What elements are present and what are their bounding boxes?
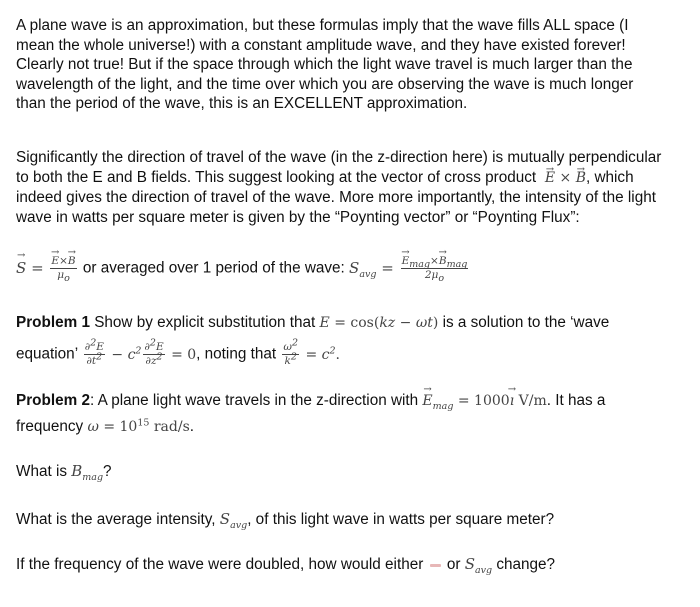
text-line: wavelength of the light, and the time over which you are observing the wave is much longer: [16, 75, 634, 93]
wave-solution-formula: E = cos(kz − ωt): [319, 315, 439, 331]
problem1-line1: [16, 314, 609, 332]
text-segment: or: [446, 556, 461, 573]
text-line: [16, 168, 661, 189]
formula-connector-text: or averaged over 1 period of the wave:: [82, 259, 345, 277]
text-line: Significantly the direction of travel of the wave (in the z-direction here) is mutually perpendicular: [16, 149, 662, 166]
poynting-paragraph: [16, 148, 661, 227]
wave-equation-formula: $\frac{\partial^2E}{\partial t^2}$ − $c^2$ $\frac{\partial^2E}{\partial z^2}$ = 0: [84, 337, 197, 367]
text-segment: , which: [585, 168, 634, 186]
text-segment: . It has a: [546, 392, 606, 409]
text-segment: to both the E and B fields. This suggest looking at the vector of cross product: [16, 168, 537, 186]
text-segment: frequency: [16, 418, 84, 435]
savg-symbol: $S_{avg}$: [219, 510, 248, 531]
intro-paragraph: [16, 16, 633, 114]
problem2-line2: [16, 418, 194, 436]
savg-symbol: $S_{avg}$: [464, 555, 493, 576]
cross-product-formula: → E × → B: [540, 170, 586, 186]
question-bmag: [16, 462, 112, 481]
text-segment: , noting that: [196, 345, 277, 363]
text-line: A plane wave is an approximation, but these formulas imply that the wave fills ALL space (I: [16, 17, 629, 34]
text-segment: ?: [103, 463, 112, 480]
poynting-formula-line: [16, 255, 470, 285]
problem2-line1: [16, 392, 605, 410]
dispersion-formula: $\frac{\omega^2}{k^2}$ = $c^2$.: [283, 337, 340, 367]
problem1-line2: [16, 337, 340, 367]
text-segment: is a solution to the ‘wave: [438, 314, 610, 331]
text-line: Clearly not true! But if the space through which the light wave travel is much larger than the: [16, 56, 633, 73]
text-segment: What is: [16, 463, 72, 480]
text-segment: Show by explicit substitution that: [89, 314, 320, 331]
text-segment: If the frequency of the wave were doubled, how would either: [16, 556, 424, 573]
problem1-label: Problem 1: [16, 314, 90, 331]
field-amplitude-formula: → $E_{mag} = 1000\to$ ı V/m: [422, 393, 546, 409]
text-line: wave in watts per square meter is given by the “Poynting vector” or “Poynting Flux”:: [16, 208, 580, 226]
problem2-label: Problem 2: [16, 392, 90, 409]
frequency-formula: $\omega = 10^{15}$ rad/s: [87, 417, 190, 435]
average-intensity-formula: $S_{avg}$ = → $\frac{E_{mag}\times\to B_{mag}}{2\mu_o}$: [349, 259, 470, 277]
text-segment: , of this light wave in watts per square meter?: [247, 511, 555, 528]
poynting-vector-formula: → S = → $\frac{E\times\to B}{\mu_o}$: [16, 259, 79, 277]
text-segment: equation’: [16, 345, 78, 363]
text-segment: What is the average intensity,: [16, 511, 220, 528]
text-segment: .: [189, 418, 195, 435]
bmag-symbol: $B_{mag}$: [71, 462, 104, 483]
question-frequency-doubled: [16, 555, 555, 574]
text-line: indeed gives the direction of travel of the wave. More more importantly, the intensity of the light: [16, 189, 656, 206]
text-line: mean the whole universe!) with a constant amplitude wave, and they have existed forever!: [16, 36, 626, 54]
small-image-placeholder: [430, 564, 441, 567]
text-segment: change?: [496, 556, 556, 573]
question-savg: [16, 510, 554, 529]
text-line: than the period of the wave, this is an EXCELLENT approximation.: [16, 95, 468, 112]
text-segment: : A plane light wave travels in the z-direction with: [89, 392, 423, 409]
